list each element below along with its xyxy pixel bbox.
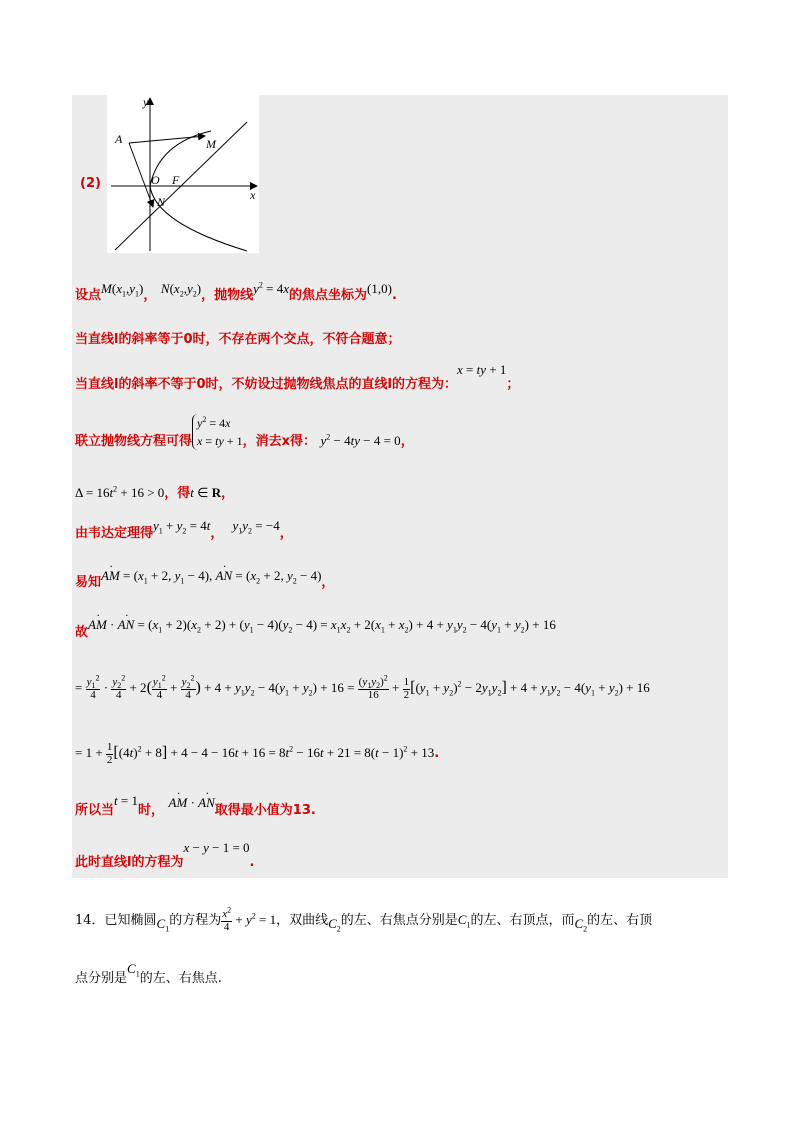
line-8: 故AM · · AN · = $(x_1 + 2)(x_2 + 2) + (y_1 - 4)(y_2 - 4) = x_1x_2 + 2(x_1 + x_2) + 4 + y_1y_2 - 4(y_1 + y_2) + 16$ bbox=[75, 625, 556, 639]
line-2: 当直线l的斜率等于0时，不存在两个交点，不符合题意； bbox=[75, 332, 401, 347]
focus-label: F bbox=[172, 173, 180, 187]
line-9: = $\frac{y_1^2}{4}$ · $\frac{y_2^2}{4}$ + 2( $\frac{y_1^2}{4}$ + $\frac{y_2^2}{4}$ ) + $4 + y_1y_2 - 4(y_1 + y_2) + 16$ = $\frac{(y_1y_2)^2}{16}$ + $\frac{1}{2}$ $[(y_1 + y_2)^2 - 2y_1y_2] + 4 + y_1y_2 - 4(y_1 + y_2) + 16$ bbox=[75, 673, 650, 701]
line-3: 当直线l的斜率不等于0时，不妨设过抛物线焦点的直线l的方程为：x = ty + 1； bbox=[75, 362, 520, 392]
line-13: 此时直线l的方程为x − y − 1 = 0. bbox=[75, 840, 255, 870]
line-5: $\Delta = 16t^2 + 16 > 0$，得t ∈ R， bbox=[75, 484, 235, 501]
line-1: 设点$M(x_1,y_1)$， $N(x_2,y_2)$，抛物线$y^2 = 4x$的焦点坐标为(1,0). bbox=[75, 280, 397, 303]
line-7: 易知AM · = ($x_1 + 2$, $y_1 - 4$), AN · = ($x_2 + 2$, $y_2 - 4$)， bbox=[75, 575, 334, 589]
point-a-label: A bbox=[115, 132, 123, 146]
problem-14-line-2: 点分别是$C_1$的左、右焦点. bbox=[75, 961, 222, 986]
line-10: = 1 + $\frac{1}{2}$ $[(4t)^2 + 8] + 4 - 4 - 16t + 16 = 8t^2 - 16t + 21 = 8(t - 1)^2 + 13$. bbox=[75, 741, 440, 766]
parabola-figure bbox=[107, 95, 259, 253]
x-axis-label: x bbox=[250, 188, 256, 202]
line-6: 由韦达定理得$y_1 + y_2 = 4t$， $y_1y_2 = -4$， bbox=[75, 518, 293, 541]
origin-label: O bbox=[151, 173, 160, 187]
point-m-label: M bbox=[206, 137, 216, 151]
point-n-label: N bbox=[157, 195, 166, 209]
line-12: 所以当t = 1时， AM · · AN ·取得最小值为13. bbox=[75, 803, 316, 817]
problem-14-line-1: 14．已知椭圆$C_1$的方程为 $\frac{x^2}{4}$ + $y^2 = 1$，双曲线$C_2$的左、右焦点分别是$C_1$的左、右顶点，而$C_2$的左、右顶 bbox=[75, 905, 653, 934]
y-axis-label: y bbox=[143, 95, 149, 109]
line-4: 联立抛物线方程可得$y^2 = 4x$ x = ty + 1，消去x得： $y^2 - 4ty - 4 = 0$， bbox=[75, 415, 414, 449]
part-tag: (2) bbox=[80, 176, 101, 191]
